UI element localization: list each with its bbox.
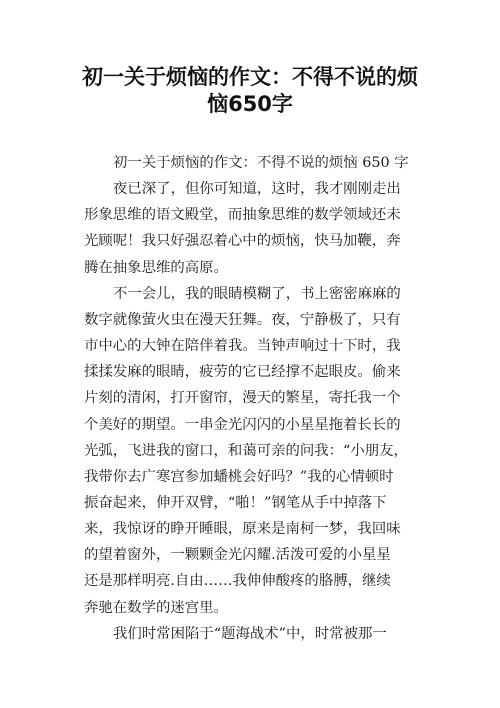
body-text-line: 振奋起来，伸开双臂，“啪！”钢笔从手中掉落下 — [84, 494, 387, 511]
body-text-line: 初一关于烦恼的作文：不得不说的烦恼 650 字 — [113, 155, 409, 171]
body-text-line: 奔驰在数学的迷宫里。 — [84, 599, 228, 616]
body-text-line: 形象思维的语文殿堂，而抽象思维的数学领域还未 — [84, 207, 401, 224]
body-text-line: 我们时常困陷于“题海战术”中，时常被那一 — [113, 625, 387, 642]
body-text-line: 数字就像萤火虫在漫天狂舞。夜，宁静极了，只有 — [84, 311, 401, 328]
body-text-line: 揉揉发麻的眼睛，疲劳的它已经撑不起眼皮。偷来 — [84, 364, 401, 381]
document-title-line-1: 初一关于烦恼的作文：不得不说的烦 — [82, 65, 418, 89]
body-text-line: 光顾呢！我只好强忍着心中的烦恼，快马加鞭，奔 — [84, 233, 401, 250]
body-text-line: 个美好的期望。一串金光闪闪的小星星拖着长长的 — [84, 416, 401, 433]
body-text-line: 来，我惊讶的睁开睡眼，原来是南柯一梦，我回味 — [84, 521, 401, 538]
body-text-line: 光弧，飞进我的窗口，和蔼可亲的问我：“小朋友， — [84, 442, 408, 459]
body-text-line: 我带你去广寒宫参加蟠桃会好吗？”我的心情顿时 — [84, 468, 394, 485]
body-text-line: 的望着窗外，一颗颗金光闪耀.活泼可爱的小星星 — [84, 547, 391, 564]
body-text-line: 腾在抽象思维的高原。 — [84, 259, 228, 276]
body-text-line: 不一会儿，我的眼睛模糊了，书上密密麻麻的 — [113, 285, 401, 302]
body-text-line: 还是那样明亮.自由……我伸伸酸疼的胳膊，继续 — [84, 573, 391, 590]
document-title-line-2: 恼650字 — [207, 92, 293, 116]
body-text-line: 夜已深了，但你可知道，这时，我才刚刚走出 — [113, 181, 401, 198]
body-text-line: 片刻的清闲，打开窗帘，漫天的繁星，寄托我一个 — [84, 390, 401, 407]
body-text-line: 市中心的大钟在陪伴着我。当钟声响过十下时，我 — [84, 338, 401, 354]
